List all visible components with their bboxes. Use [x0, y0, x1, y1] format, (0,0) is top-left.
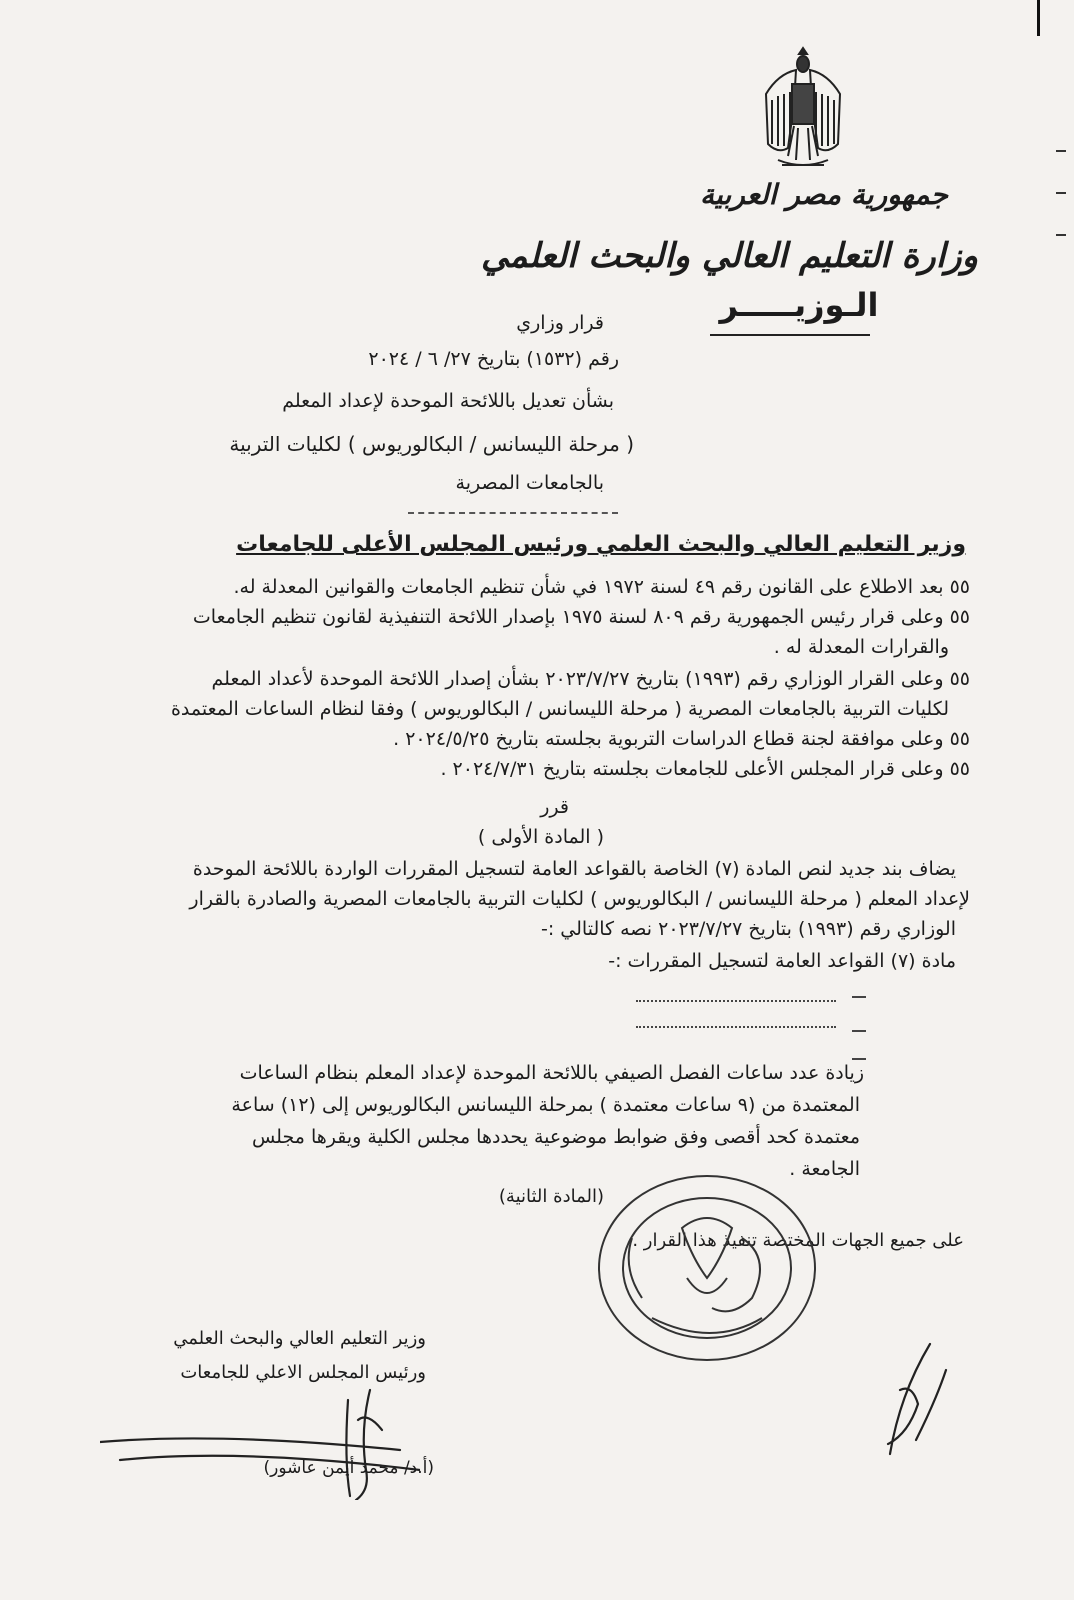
signatory-name: (أ.د/ محمد أيمن عاشور) [263, 1458, 434, 1478]
minister-underline [710, 334, 870, 336]
preamble-line: ٥٥ وعلى موافقة لجنة قطاع الدراسات التربوية بجلسته بتاريخ ٢٠٢٤/٥/٢٥ . [393, 728, 970, 750]
preamble-line: ٥٥ وعلى قرار رئيس الجمهورية رقم ٨٠٩ لسنة ١٩٧٥ بإصدار اللائحة التنفيذية لقانون تنظيم الجامعات [192, 606, 970, 628]
article-1-line: الوزاري رقم (١٩٩٣) بتاريخ ٢٠٢٣/٧/٢٧ نصه كالتالي :- [541, 918, 956, 940]
republic-header: جمهورية مصر العربية [700, 178, 948, 211]
omitted-item-dash [852, 1030, 866, 1032]
preamble-line: لكليات التربية بالجامعات المصرية ( مرحلة الليسانس / البكالوريوس ) وفقا لنظام الساعات المعتمدة [170, 698, 949, 720]
preamble-line: ٥٥ وعلى القرار الوزاري رقم (١٩٩٣) بتاريخ ٢٠٢٣/٧/٢٧ بشأن إصدار اللائحة الموحدة لأعداد المعلم [211, 668, 970, 690]
decided-label: قرر [540, 796, 569, 818]
eagle-emblem-icon [758, 44, 848, 174]
article-7-heading: مادة (٧) القواعد العامة لتسجيل المقررات :- [608, 950, 956, 972]
scan-edge-mark [1037, 0, 1040, 36]
decree-title: قرار وزاري [516, 312, 604, 334]
initials-scribble [860, 1340, 970, 1460]
preamble-line: والقرارات المعدلة له . [773, 636, 949, 658]
handwritten-signature [100, 1380, 420, 1500]
article-1-line: يضاف بند جديد لنص المادة (٧) الخاصة بالقواعد العامة لتسجيل المقررات الواردة باللائحة الموحدة [192, 858, 956, 880]
preamble-line: ٥٥ بعد الاطلاع على القانون رقم ٤٩ لسنة ١٩٧٢ في شأن تنظيم الجامعات والقوانين المعدلة له. [233, 576, 970, 598]
decree-subject-2: ( مرحلة الليسانس / البكالوريوس ) لكليات التربية [229, 432, 634, 456]
new-item-line: معتمدة كحد أقصى وفق ضوابط موضوعية يحددها مجلس الكلية ويقرها مجلس [251, 1126, 860, 1148]
signatory-title-1: وزير التعليم العالي والبحث العلمي [173, 1328, 426, 1349]
decree-subject-3: بالجامعات المصرية [455, 472, 604, 494]
omitted-text-dots [636, 1000, 836, 1002]
omitted-item-dash [852, 996, 866, 998]
preamble-line: ٥٥ وعلى قرار المجلس الأعلى للجامعات بجلسته بتاريخ ٢٠٢٤/٧/٣١ . [440, 758, 970, 780]
article-2-title: (المادة الثانية) [498, 1186, 604, 1207]
minister-header: الـوزيـــــر [719, 286, 879, 324]
decree-subject-1: بشأن تعديل باللائحة الموحدة لإعداد المعلم [282, 390, 614, 412]
new-item-line: المعتمدة من (٩ ساعات معتمدة ) بمرحلة الليسانس البكالوريوس إلى (١٢) ساعة [231, 1094, 860, 1116]
article-1-line: لإعداد المعلم ( مرحلة الليسانس / البكالوريوس ) لكليات التربية بالجامعات المصرية والصادرة بالقرار [189, 888, 970, 910]
title-separator [408, 512, 618, 514]
ministry-header: وزارة التعليم العالي والبحث العلمي [480, 236, 978, 276]
decree-number-date: رقم (١٥٣٢) بتاريخ ٢٧/ ٦ / ٢٠٢٤ [368, 348, 619, 370]
signatory-title-2: ورئيس المجلس الاعلي للجامعات [180, 1362, 426, 1383]
new-item-line: الجامعة . [789, 1158, 860, 1180]
preamble-heading: وزير التعليم العالي والبحث العلمي ورئيس المجلس الأعلى للجامعات [236, 532, 966, 557]
omitted-item-dash [852, 1058, 866, 1060]
article-2-text: على جميع الجهات المختصة تنفيذ هذا القرار . [632, 1230, 964, 1251]
scan-edge-ticks [1054, 150, 1068, 270]
omitted-text-dots [636, 1026, 836, 1028]
article-1-title: ( المادة الأولى ) [477, 826, 604, 848]
new-item-line: زيادة عدد ساعات الفصل الصيفي باللائحة الموحدة لإعداد المعلم بنظام الساعات [239, 1062, 864, 1084]
official-seal-stamp [592, 1168, 822, 1368]
